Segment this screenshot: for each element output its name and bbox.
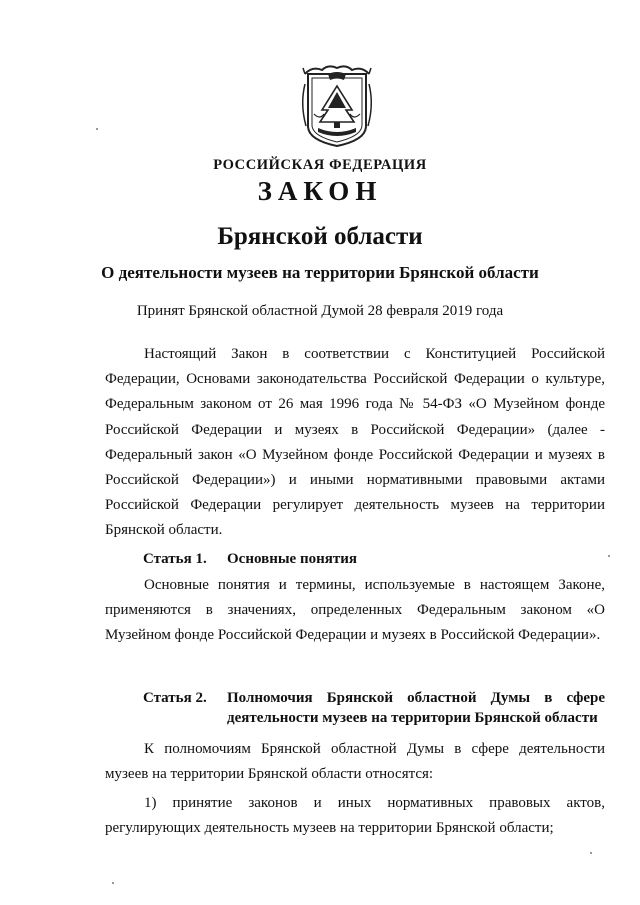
law-subject-title: О деятельности музеев на территории Брянской области (101, 263, 539, 282)
adoption-line: Принят Брянской областной Думой 28 февраля 2019 года (136, 303, 504, 319)
article-2-heading (143, 688, 605, 728)
coat-of-arms-icon (302, 64, 372, 148)
scan-speck (590, 852, 592, 854)
article-1-heading (143, 551, 357, 568)
document-type-title: ЗАКОН (257, 176, 383, 206)
federation-label: РОССИЙСКАЯ ФЕДЕРАЦИЯ (213, 157, 427, 173)
article-1-paragraph: Основные понятия и термины, используемые в настоящем Законе, применяются в значениях, определенных Федеральным законом «О Музейном фонде Российской Федерации и музеях в Российской Федерации». (105, 577, 605, 644)
scan-speck (608, 555, 610, 557)
article-2-item-1: 1) принятие законов и иных нормативных правовых актов, регулирующих деятельность музеев на территории Брянской области; (105, 795, 605, 837)
article-2-intro-paragraph: К полномочиям Брянской областной Думы в сфере деятельности музеев на территории Брянской области относятся: (105, 741, 605, 783)
article-1-number: Статья 1. (143, 551, 207, 567)
article-2-title: Полномочия Брянской областной Думы в сфере деятельности музеев на территории Брянской области (227, 690, 605, 726)
preamble-paragraph: Настоящий Закон в соответствии с Конституцией Российской Федерации, Основами законодательства Российской Федерации о культуре, Федеральным законом от 26 мая 1996 года № 54-ФЗ «О Музейном фонде Российской Федерации и музеях в Российской Федерации» (далее - Федеральный закон «О Музейном фонде Российской Федерации и музеях в Российской Федерации») и иными нормативными правовыми актами Российской Федерации регулирует деятельность музеев на территории Брянской области. (105, 346, 605, 539)
article-1-title: Основные понятия (227, 551, 357, 567)
scan-speck (96, 128, 98, 130)
scan-speck (112, 882, 114, 884)
article-2-number: Статья 2. (143, 690, 207, 706)
region-title: Брянской области (217, 223, 423, 250)
